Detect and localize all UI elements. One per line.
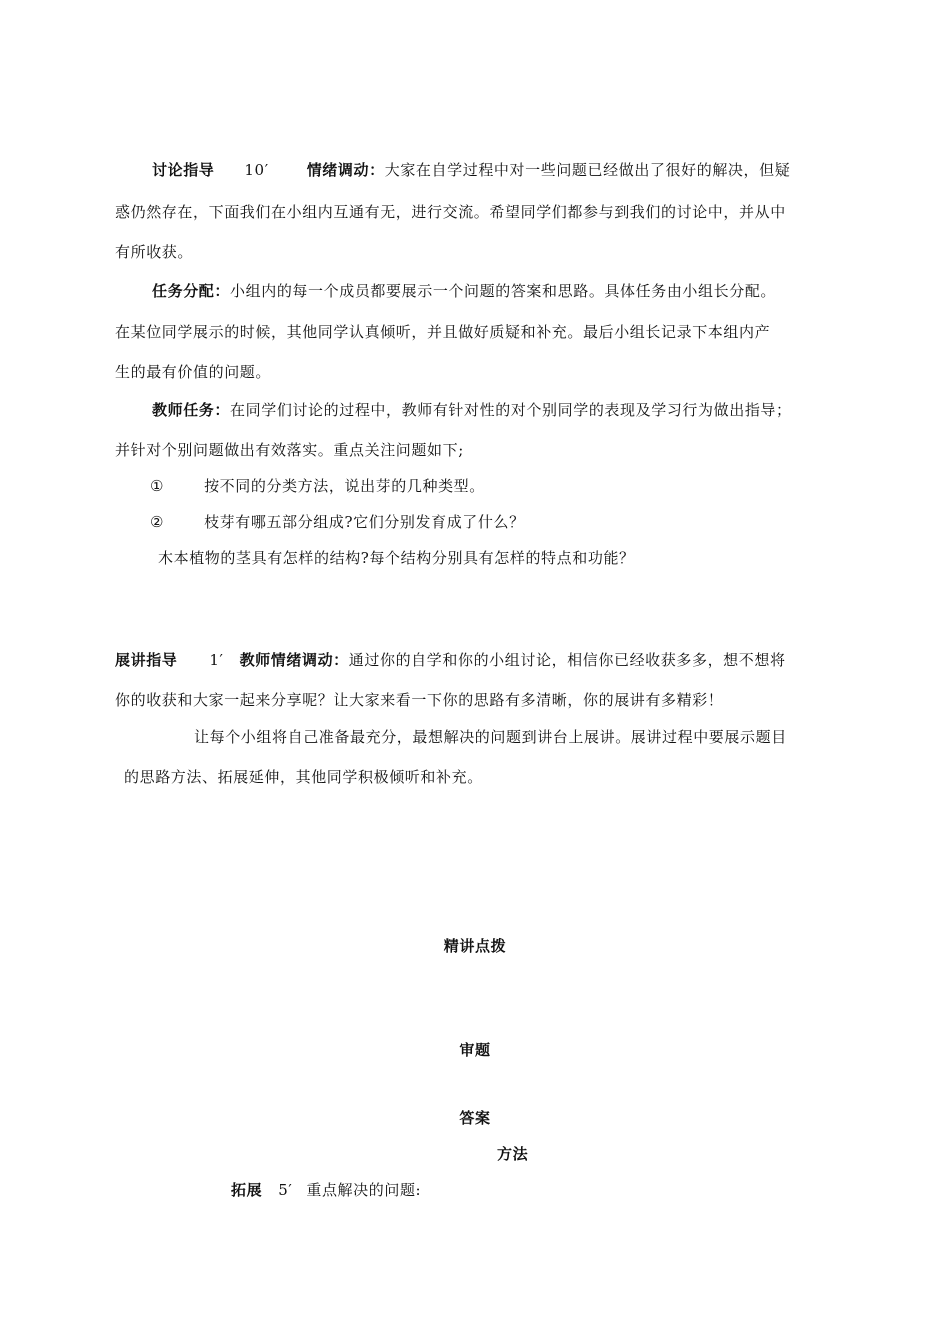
- task-text-3: 生的最有价值的问题。: [115, 363, 272, 381]
- discussion-line-1: [152, 160, 790, 180]
- teacher-text-1: 在同学们讨论的过程中，教师有针对性的对个别同学的表现及学习行为做出指导；: [230, 401, 792, 419]
- presentation-task-text-1: 让每个小组将自己准备最充分，最想解决的问题到讲台上展讲。展讲过程中要展示题目: [194, 728, 787, 746]
- teacher-label: 教师任务：: [152, 401, 231, 419]
- extend-text: 重点解决的问题:: [306, 1181, 422, 1199]
- teacher-text-2: 并针对个别问题做出有效落实。重点关注问题如下;: [115, 441, 464, 459]
- discussion-mood-text-1: 大家在自学过程中对一些问题已经做出了很好的解决，但疑: [384, 161, 791, 179]
- discussion-mood-label: 情绪调动：: [306, 161, 385, 179]
- question-number-2: ②: [150, 513, 165, 531]
- question-text-3: 木本植物的茎具有怎样的结构?每个结构分别具有怎样的特点和功能？: [158, 549, 635, 567]
- presentation-mood-text-2: 你的收获和大家一起来分享呢？让大家来看一下你的思路有多清晰，你的展讲有多精彩！: [115, 691, 724, 709]
- presentation-mood-label: 教师情绪调动：: [239, 651, 349, 669]
- discussion-time: 10′: [244, 161, 269, 179]
- discussion-mood-text-2: 惑仍然存在，下面我们在小组内互通有无，进行交流。希望同学们都参与到我们的讨论中，并从中: [115, 203, 786, 221]
- presentation-line-1: [115, 650, 786, 670]
- task-line-1: [152, 281, 776, 301]
- question-text-2: 枝芽有哪五部分组成?它们分别发育成了什么？: [204, 513, 525, 531]
- lecture-item-answer: 答案: [459, 1109, 491, 1127]
- presentation-time: 1′: [209, 651, 224, 669]
- extend-label: 拓展: [231, 1181, 263, 1199]
- question-item-2: [150, 512, 525, 532]
- extend-line: [231, 1180, 421, 1200]
- question-item-1: [150, 476, 485, 496]
- lecture-item-method: 方法: [497, 1145, 529, 1163]
- lecture-item-review: 审题: [459, 1041, 491, 1059]
- task-label: 任务分配：: [152, 282, 231, 300]
- presentation-heading: 展讲指导: [115, 651, 178, 669]
- question-text-1: 按不同的分类方法，说出芽的几种类型。: [204, 477, 485, 495]
- task-text-2: 在某位同学展示的时候，其他同学认真倾听，并且做好质疑和补充。最后小组长记录下本组内产: [115, 323, 771, 341]
- presentation-task-text-2: 的思路方法、拓展延伸，其他同学积极倾听和补充。: [124, 768, 483, 786]
- question-number-1: ①: [150, 477, 165, 495]
- discussion-heading: 讨论指导: [152, 161, 215, 179]
- presentation-mood-text-1: 通过你的自学和你的小组讨论，相信你已经收获多多，想不想将: [348, 651, 786, 669]
- discussion-mood-text-3: 有所收获。: [115, 243, 194, 261]
- lecture-title: 精讲点拨: [443, 937, 507, 955]
- extend-time: 5′: [278, 1181, 293, 1199]
- task-text-1: 小组内的每一个成员都要展示一个问题的答案和思路。具体任务由小组长分配。: [230, 282, 777, 300]
- teacher-line-1: [152, 400, 792, 420]
